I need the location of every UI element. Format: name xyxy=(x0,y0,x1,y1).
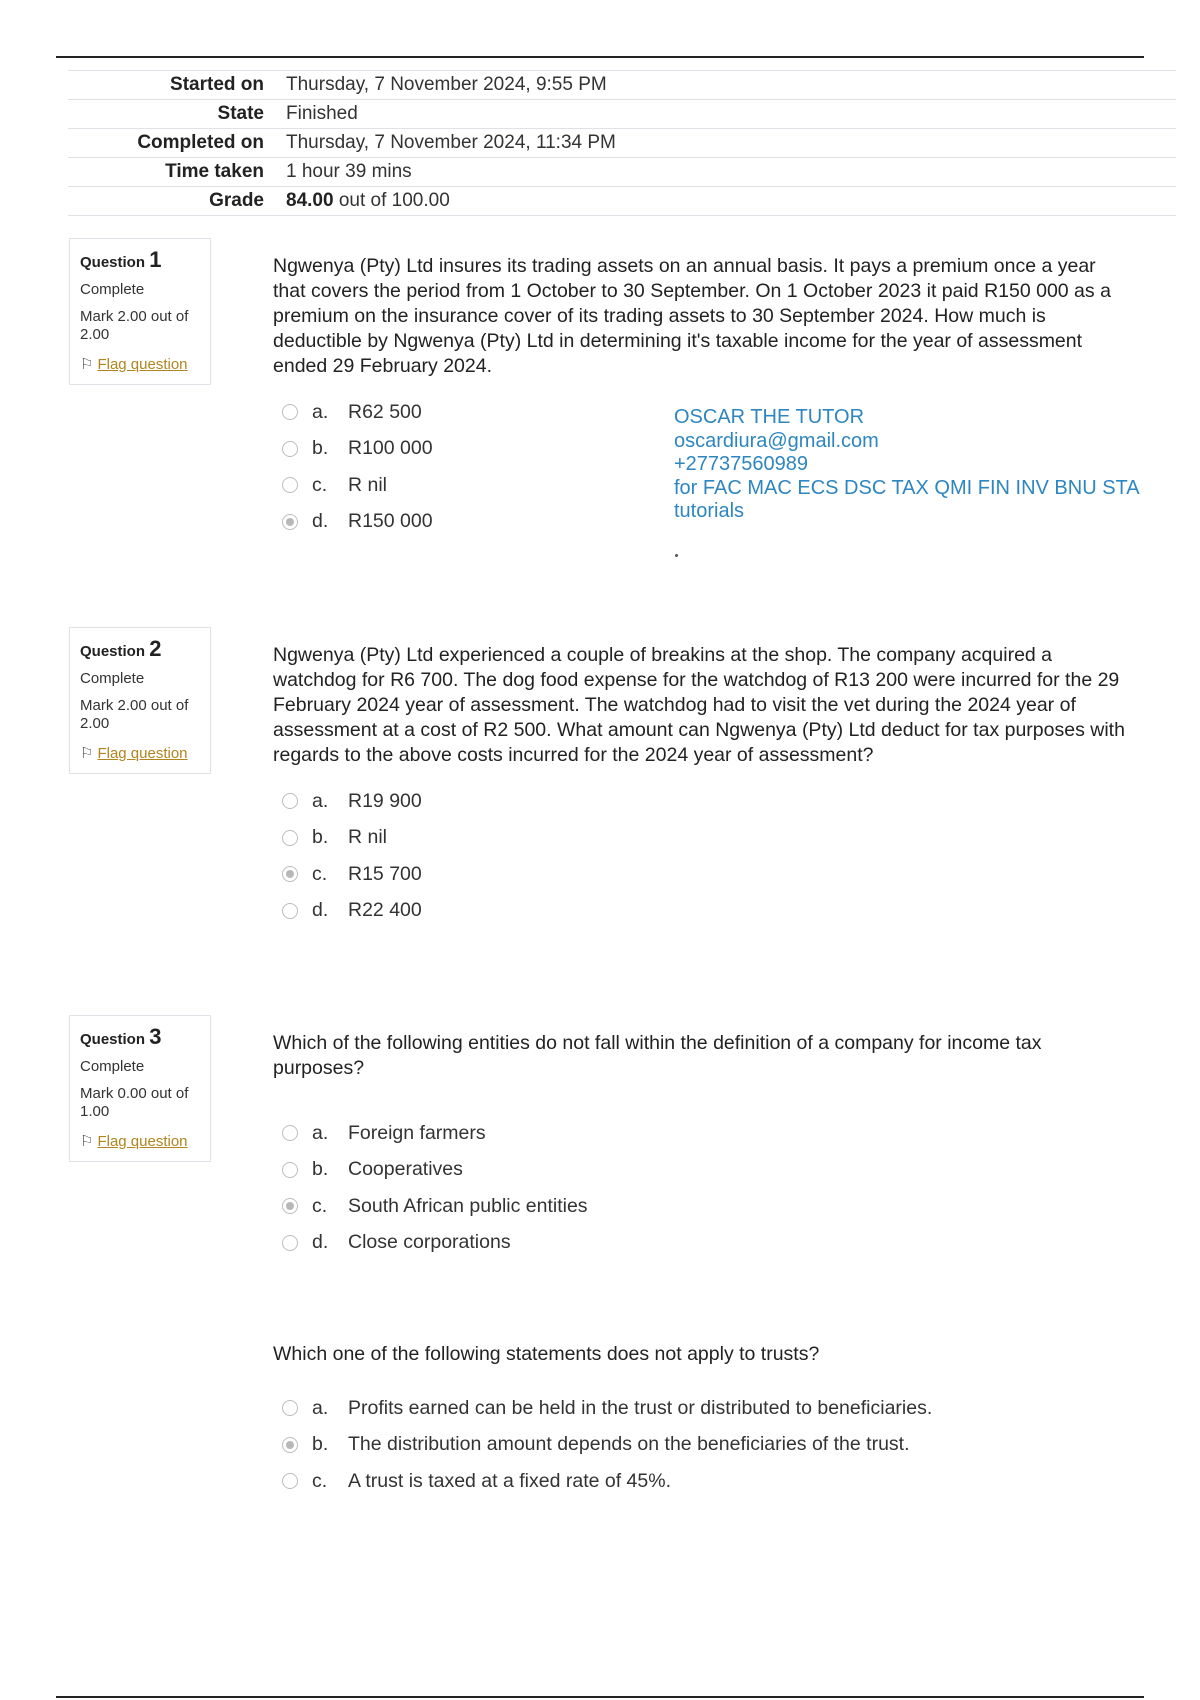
question-number: 1 xyxy=(149,247,162,272)
grade-label: Grade xyxy=(209,190,264,211)
radio-button[interactable] xyxy=(282,830,298,846)
time-taken-value: 1 hour 39 mins xyxy=(286,161,412,182)
flag-question-link[interactable]: Flag question xyxy=(97,1133,188,1150)
summary-row-time xyxy=(68,158,1176,187)
bottom-divider xyxy=(56,1696,1144,1698)
dot-mark xyxy=(675,554,678,557)
answer-text: Foreign farmers xyxy=(348,1121,486,1144)
flag-question-link[interactable]: Flag question xyxy=(97,745,188,762)
question-number: 3 xyxy=(149,1024,162,1049)
answer-list xyxy=(282,394,433,540)
watermark-subjects: for FAC MAC ECS DSC TAX QMI FIN INV BNU STA xyxy=(674,476,1140,499)
answer-text: A trust is taxed at a fixed rate of 45%. xyxy=(348,1469,672,1492)
question-info-box xyxy=(69,238,211,385)
radio-button[interactable] xyxy=(282,1162,298,1178)
answer-option-a[interactable]: a. R19 900 xyxy=(282,783,422,820)
question-state: Complete xyxy=(80,281,145,298)
flag-question[interactable] xyxy=(80,1133,200,1151)
answer-text: R100 000 xyxy=(348,437,433,460)
radio-button[interactable] xyxy=(282,903,298,919)
answer-option-a[interactable]: a. Profits earned can be held in the trust or distributed to beneficiaries. xyxy=(282,1390,932,1427)
started-on-value: Thursday, 7 November 2024, 9:55 PM xyxy=(286,74,607,95)
flag-icon: ⚐ xyxy=(80,356,94,373)
radio-button[interactable] xyxy=(282,793,298,809)
question-text: Ngwenya (Pty) Ltd experienced a couple of breakins at the shop. The company acquired a watchdog for R6 700. The dog food expense for the watchdog of R13 200 were incurred for the 29 February 2024 year of assessment. The watchdog had to visit the vet during the 2024 year of assessment at a cost of R2 500. What amount can Ngwenya (Pty) Ltd deduct for tax purposes with regards to the above costs incurred for the 2024 year of assessment? xyxy=(273,644,1125,766)
completed-on-label: Completed on xyxy=(137,132,264,153)
answer-option-c[interactable]: c. A trust is taxed at a fixed rate of 45%. xyxy=(282,1463,932,1500)
answer-list xyxy=(282,783,422,929)
radio-button[interactable] xyxy=(282,441,298,457)
radio-button-selected[interactable] xyxy=(282,1198,298,1214)
radio-button-selected[interactable] xyxy=(282,514,298,530)
question-label: Question xyxy=(80,1031,146,1048)
question-state: Complete xyxy=(80,1058,145,1075)
radio-button[interactable] xyxy=(282,1473,298,1489)
answer-text: R22 400 xyxy=(348,899,422,922)
radio-button[interactable] xyxy=(282,1400,298,1416)
radio-button[interactable] xyxy=(282,404,298,420)
answer-option-d[interactable]: d. R150 000 xyxy=(282,504,433,541)
state-value: Finished xyxy=(286,103,358,124)
top-divider xyxy=(56,56,1144,58)
answer-text: Profits earned can be held in the trust or distributed to beneficiaries. xyxy=(348,1396,933,1419)
flag-question-link[interactable]: Flag question xyxy=(97,356,188,373)
grade-score: 84.00 xyxy=(286,190,334,211)
radio-button[interactable] xyxy=(282,477,298,493)
question-text: Which of the following entities do not fall within the definition of a company for income tax purposes? xyxy=(273,1032,1042,1079)
answer-text: The distribution amount depends on the beneficiaries of the trust. xyxy=(348,1433,910,1456)
tutor-watermark xyxy=(674,406,1194,524)
answer-option-d[interactable]: d. Close corporations xyxy=(282,1225,588,1262)
answer-option-d[interactable]: d. R22 400 xyxy=(282,893,422,930)
answer-option-b[interactable]: b. R nil xyxy=(282,820,422,857)
question-grade: Mark 2.00 out of 2.00 xyxy=(80,308,189,343)
watermark-phone: +27737560989 xyxy=(674,453,809,475)
question-grade: Mark 0.00 out of 1.00 xyxy=(80,1085,189,1120)
question-state: Complete xyxy=(80,670,145,687)
answer-text: R150 000 xyxy=(348,510,433,533)
answer-text: Close corporations xyxy=(348,1231,511,1254)
answer-list xyxy=(282,1390,932,1500)
question-number: 2 xyxy=(149,636,162,661)
radio-button[interactable] xyxy=(282,1235,298,1251)
completed-on-value: Thursday, 7 November 2024, 11:34 PM xyxy=(286,132,616,153)
summary-row-grade xyxy=(68,187,1176,216)
answer-option-c[interactable]: c. R nil xyxy=(282,467,433,504)
radio-button[interactable] xyxy=(282,1125,298,1141)
answer-text: R62 500 xyxy=(348,400,422,423)
answer-option-a[interactable]: a. Foreign farmers xyxy=(282,1115,588,1152)
answer-option-c[interactable]: c. South African public entities xyxy=(282,1188,588,1225)
started-on-label: Started on xyxy=(170,74,264,95)
answer-option-a[interactable]: a. R62 500 xyxy=(282,394,433,431)
grade-value xyxy=(276,187,1176,216)
answer-text: R nil xyxy=(348,826,388,849)
question-text: Ngwenya (Pty) Ltd insures its trading assets on an annual basis. It pays a premium once a year that covers the period from 1 October to 30 September. On 1 October 2023 it paid R150 000 as a premium on the insurance cover of its trading assets to 30 September 2024. How much is deductible by Ngwenya (Pty) Ltd in determining it's taxable income for the year of assessment ended 29 February 2024. xyxy=(273,255,1111,377)
answer-option-b[interactable]: b. The distribution amount depends on the beneficiaries of the trust. xyxy=(282,1427,932,1464)
answer-text: South African public entities xyxy=(348,1194,588,1217)
answer-option-b[interactable]: b. Cooperatives xyxy=(282,1152,588,1189)
question-text: Which one of the following statements does not apply to trusts? xyxy=(273,1343,820,1365)
flag-question[interactable] xyxy=(80,356,200,374)
question-label: Question xyxy=(80,643,146,660)
flag-icon: ⚐ xyxy=(80,745,94,762)
attempt-summary-table xyxy=(68,70,1176,216)
radio-button-selected[interactable] xyxy=(282,1437,298,1453)
flag-question[interactable] xyxy=(80,745,200,763)
answer-text: R15 700 xyxy=(348,862,422,885)
answer-list xyxy=(282,1115,588,1261)
answer-option-b[interactable]: b. R100 000 xyxy=(282,431,433,468)
time-taken-label: Time taken xyxy=(165,161,264,182)
state-label: State xyxy=(217,103,264,124)
answer-text: R19 900 xyxy=(348,789,422,812)
flag-icon: ⚐ xyxy=(80,1133,94,1150)
question-info-box xyxy=(69,627,211,774)
answer-text: R nil xyxy=(348,473,388,496)
summary-row-state xyxy=(68,100,1176,129)
summary-row-completed xyxy=(68,129,1176,158)
watermark-email: oscardiura@gmail.com xyxy=(674,429,879,452)
answer-option-c[interactable]: c. R15 700 xyxy=(282,856,422,893)
grade-out-of: out of 100.00 xyxy=(333,190,450,211)
watermark-tail: tutorials xyxy=(674,500,745,522)
question-info-box xyxy=(69,1015,211,1162)
answer-text: Cooperatives xyxy=(348,1158,463,1181)
watermark-name: OSCAR THE TUTOR xyxy=(674,406,865,428)
radio-button-selected[interactable] xyxy=(282,866,298,882)
summary-row-started xyxy=(68,71,1176,100)
question-grade: Mark 2.00 out of 2.00 xyxy=(80,697,189,732)
question-label: Question xyxy=(80,254,146,271)
